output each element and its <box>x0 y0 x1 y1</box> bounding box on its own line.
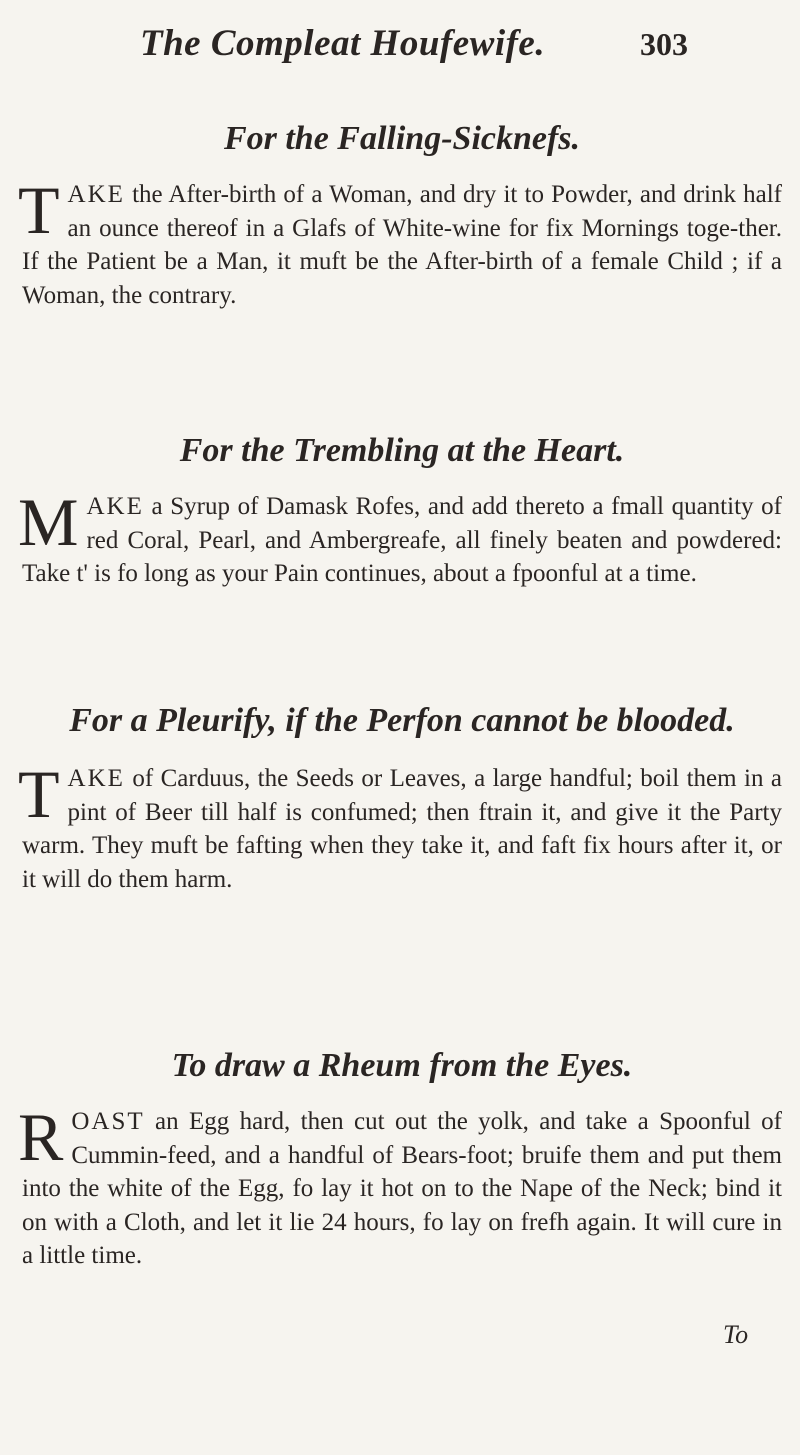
section-body <box>18 1099 782 1273</box>
section-heading: For the Trembling at the Heart. <box>179 432 625 469</box>
body-text: an Egg hard, then cut out the yolk, and take a Spoonful of Cummin-feed, and a handful of Bears-foot; bruife them and put them into the white of the Egg, fo lay it hot on to the Nape of the Neck; bind it on with a Cloth, and let it lie 24 hours, fo lay on frefh again. It will cure in a little time. <box>22 1108 782 1269</box>
body-text: of Carduus, the Seeds or Leaves, a large handful; boil them in a pint of Beer till half is confumed; then ftrain it, and give it the Party warm. They muft be fafting when they take it, and faft fix hours after it, or it will do them harm. <box>22 765 782 893</box>
recipe-trembling-heart <box>18 430 782 591</box>
recipe-pleurisy <box>18 700 782 896</box>
drop-cap: T <box>18 756 60 832</box>
section-body <box>18 756 782 896</box>
body-text: a Syrup of Damask Rofes, and add thereto a fmall quantity of red Coral, Pearl, and Ambergreafe, all finely beaten and powdered: Take t' is fo long as your Pain continues, about a fpoonful at a time. <box>22 493 782 587</box>
first-word: AKE <box>86 493 144 520</box>
drop-cap: R <box>18 1099 64 1175</box>
section-heading: For the Falling-Sicknefs. <box>223 120 581 157</box>
running-title: The Compleat Houfewife. <box>140 23 546 64</box>
recipe-falling-sickness <box>18 118 782 312</box>
body-text: the After-birth of a Woman, and dry it to Powder, and drink half an ounce thereof in a Glafs of White-wine for fix Mornings toge-ther. If the Patient be a Man, it muft be the After-birth of a female Child ; if a Woman, the contrary. <box>22 181 782 309</box>
first-word: AKE <box>67 181 125 208</box>
section-body <box>18 484 782 591</box>
section-heading: To draw a Rheum from the Eyes. <box>171 1047 633 1084</box>
running-head <box>0 22 800 72</box>
recipe-rheum-eyes <box>18 1045 782 1273</box>
page-number: 303 <box>640 26 688 62</box>
catchword: To <box>723 1320 749 1349</box>
drop-cap: M <box>18 484 79 560</box>
section-body <box>18 172 782 312</box>
section-heading: For a Pleurify, if the Perfon cannot be blooded. <box>69 702 735 739</box>
first-word: AKE <box>67 765 125 792</box>
drop-cap: T <box>18 172 60 248</box>
first-word: OAST <box>71 1108 145 1135</box>
